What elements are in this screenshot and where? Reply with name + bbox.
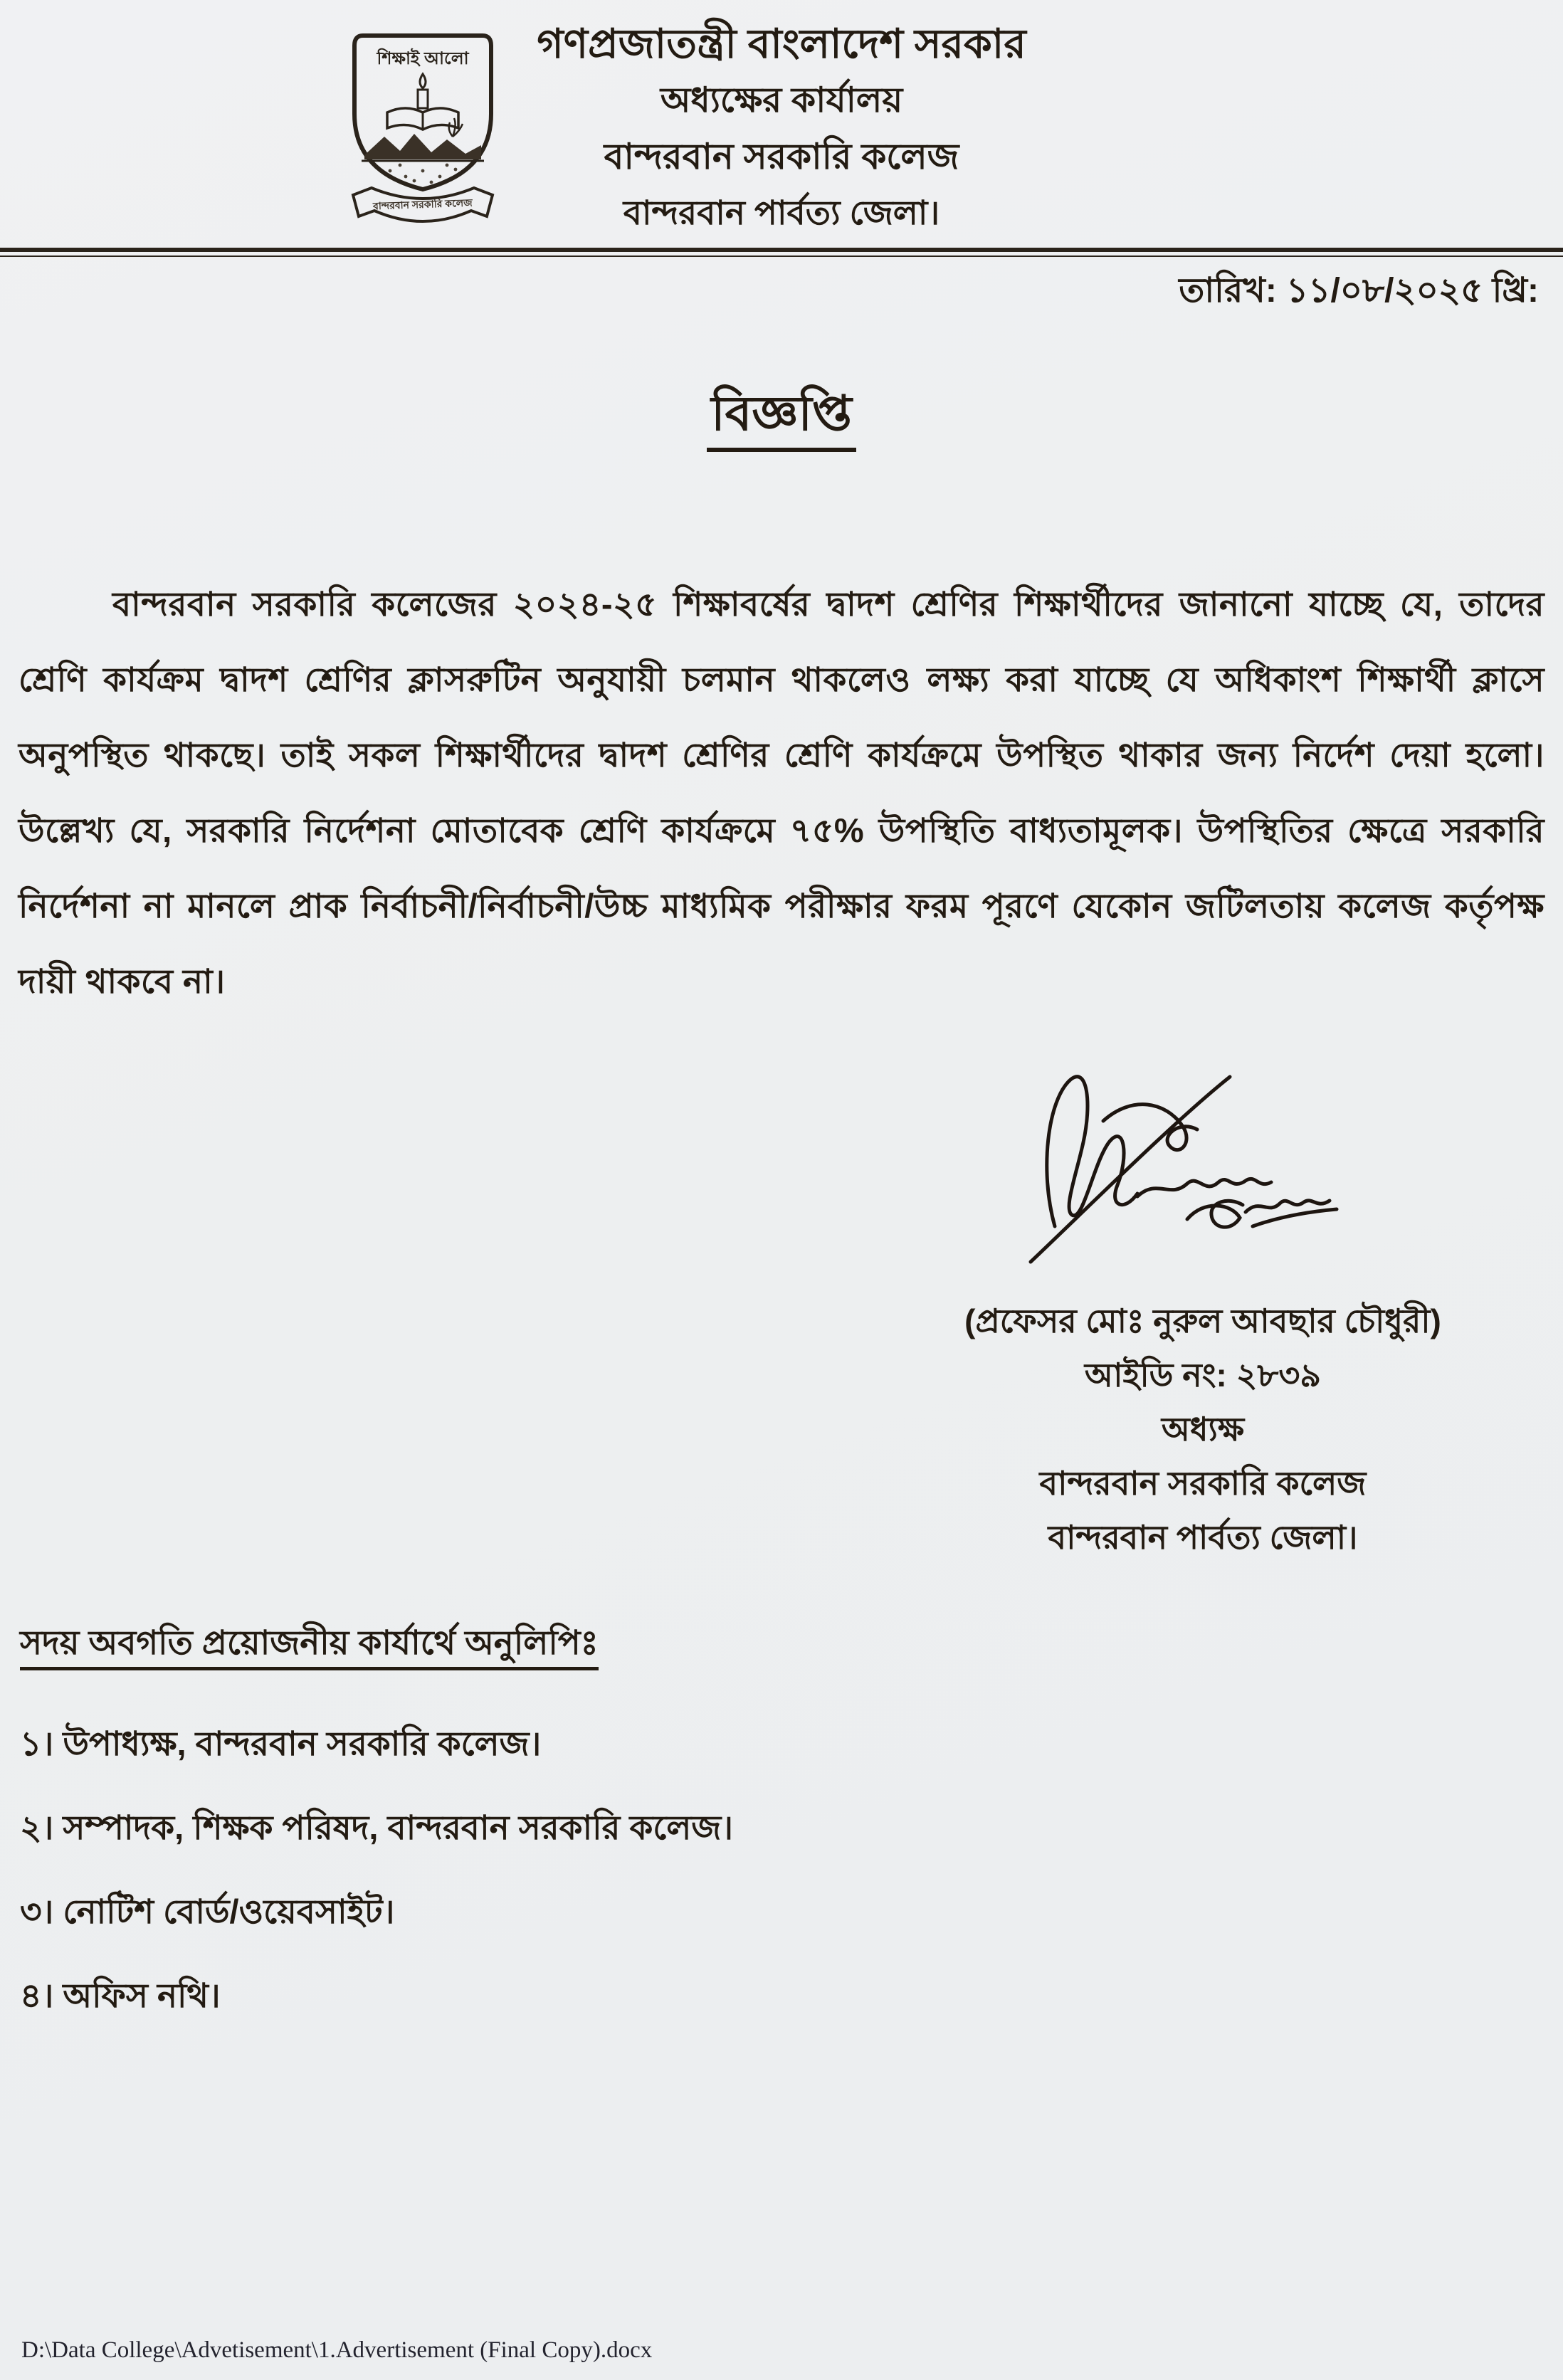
notice-title-text: বিজ্ঞপ্তি — [707, 386, 856, 452]
distribution-list — [20, 1617, 1016, 2058]
signatory-id: আইডি নং: ২৮৩৯ — [1084, 1357, 1322, 1394]
signatory-designation: অধ্যক্ষ — [1161, 1411, 1245, 1448]
logo-motto: শিক্ষাই আলো — [377, 49, 469, 68]
signatory-district: বান্দরবান পার্বত্য জেলা। — [1048, 1519, 1358, 1556]
list-item: ১। উপাধ্যক্ষ, বান্দরবান সরকারি কলেজ। — [20, 1725, 542, 1762]
signatory-college: বান্দরবান সরকারি কলেজ — [1039, 1465, 1367, 1502]
signatory-block — [890, 1294, 1516, 1564]
list-item: ৪। অফিস নথি। — [20, 1976, 221, 2014]
signatory-name: (প্রফেসর মোঃ নুরুল আবছার চৌধুরী) — [964, 1302, 1441, 1339]
notice-title — [0, 376, 1563, 457]
file-path-footer: D:\Data College\Advetisement\1.Advertisement (Final Copy).docx — [21, 2337, 653, 2363]
list-item: ৩। নোটিশ বোর্ড/ওয়েবসাইট। — [20, 1892, 395, 1930]
ribbon-label: বান্দরবান সরকারি কলেজ — [372, 196, 473, 212]
distribution-heading-text: সদয় অবগতি প্রয়োজনীয় কার্যার্থে অনুলিপিঃ — [20, 1623, 599, 1670]
college-name-line: বান্দরবান সরকারি কলেজ — [604, 137, 959, 177]
notice-body: বান্দরবান সরকারি কলেজের ২০২৪-২৫ শিক্ষাবর্ষের দ্বাদশ শ্রেণির শিক্ষার্থীদের জানানো যাচ্ছে যে, তাদের শ্রেণি কার্যক্রম দ্বাদশ শ্রেণির ক্লাসরুটিন অনুযায়ী চলমান থাকলেও লক্ষ্য করা যাচ্ছে যে অধিকাংশ শিক্ষার্থী ক্লাসে অনুপস্থিত থাকছে। তাই সকল শিক্ষার্থীদের দ্বাদশ শ্রেণির শ্রেণি কার্যক্রমে উপস্থিত থাকার জন্য নির্দেশ দেয়া হলো। উল্লেখ্য যে, সরকারি নির্দেশনা মোতাবেক শ্রেণি কার্যক্রমে ৭৫% উপস্থিতি বাধ্যতামূলক। উপস্থিতির ক্ষেত্রে সরকারি নির্দেশনা না মানলে প্রাক নির্বাচনী/নির্বাচনী/উচ্চ মাধ্যমিক পরীক্ষার ফরম পূরণে যেকোন জটিলতায় কলেজ কর্তৃপক্ষ দায়ী থাকবে না। — [19, 585, 1544, 1000]
list-item: ২। সম্পাদক, শিক্ষক পরিষদ, বান্দরবান সরকারি কলেজ। — [20, 1808, 734, 1846]
handwritten-signature — [1018, 1036, 1359, 1285]
office-line: অধ্যক্ষের কার্যালয় — [660, 81, 903, 120]
district-line: বান্দরবান পার্বত্য জেলা। — [623, 194, 940, 231]
distribution-heading — [20, 1617, 1016, 1673]
date-line: তারিখ: ১১/০৮/২০২৫ খ্রি: — [1179, 272, 1539, 310]
letterhead — [0, 16, 1563, 241]
govt-line: গণপ্রজাতন্ত্রী বাংলাদেশ সরকার — [537, 21, 1026, 67]
double-rule — [0, 248, 1563, 257]
